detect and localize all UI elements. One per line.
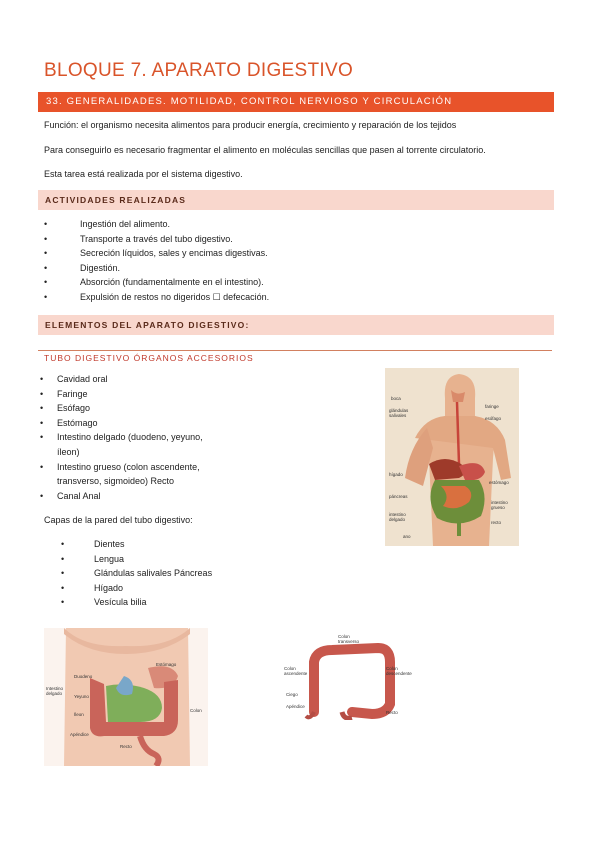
fig2-label: Duodeno xyxy=(74,674,93,679)
fig1-label: faringe xyxy=(485,404,499,409)
fig3-label: Recto xyxy=(386,710,398,715)
list-item: • Hígado xyxy=(94,581,212,596)
fig1-label: intestino delgado xyxy=(389,512,406,522)
list-item: • Transporte a través del tubo digestivo. xyxy=(62,232,269,247)
fig2-label: Íleon xyxy=(74,712,84,717)
digestive-system-figure xyxy=(385,368,519,546)
paragraph-funcion: Función: el organismo necesita alimentos para producir energía, crecimiento y reparación de los tejidos xyxy=(44,120,457,130)
fig2-label: Colon xyxy=(190,708,202,713)
fig1-label: esófago xyxy=(485,416,502,421)
elementos-heading-band xyxy=(38,315,554,335)
list-item: • Glándulas salivales Páncreas xyxy=(94,566,212,581)
page-title: BLOQUE 7. APARATO DIGESTIVO xyxy=(44,60,354,81)
divider xyxy=(38,350,552,351)
fig3-label: Colon descendente xyxy=(386,666,412,676)
fig2-label: Apéndice xyxy=(70,732,89,737)
paragraph-fragmentar: Para conseguirlo es necesario fragmentar el alimento en moléculas sencillas que pasen al torrente circulatorio. xyxy=(44,145,486,155)
list-item: • Canal Anal xyxy=(57,489,227,504)
fig1-label: páncreas xyxy=(389,494,408,499)
fig2-label: Recto xyxy=(120,744,132,749)
fig3-label: Ciego xyxy=(286,692,298,697)
fig3-label: Apéndice xyxy=(286,704,305,709)
fig2-label: Estómago xyxy=(156,662,177,667)
tubo-subheading: TUBO DIGESTIVO ÓRGANOS ACCESORIOS xyxy=(44,353,254,363)
actividades-heading-band xyxy=(38,190,554,210)
list-item: • Faringe xyxy=(57,387,227,402)
fig2-label: Intestino delgado xyxy=(46,686,64,696)
list-item: • Absorción (fundamentalmente en el intestino). xyxy=(62,275,269,290)
list-item: • Esófago xyxy=(57,401,227,416)
list-item: • Vesícula bilia xyxy=(94,595,212,610)
fig1-label: recto xyxy=(491,520,502,525)
fig1-label: boca xyxy=(391,396,401,401)
list-item: • Dientes xyxy=(94,537,212,552)
list-item: • Intestino delgado (duodeno, yeyuno, íleon) xyxy=(57,430,227,459)
capas-label: Capas de la pared del tubo digestivo: xyxy=(44,515,193,525)
tubo-digestivo-list xyxy=(57,372,227,503)
section-heading-band xyxy=(38,92,554,112)
list-item: • Digestión. xyxy=(62,261,269,276)
paragraph-sistema: Esta tarea está realizada por el sistema digestivo. xyxy=(44,169,243,179)
list-item: • Estómago xyxy=(57,416,227,431)
fig3-label: Colon ascendente xyxy=(284,666,308,676)
fig3-label: Colon transverso xyxy=(338,634,360,644)
organos-accesorios-list xyxy=(94,537,212,610)
fig2-label: Yeyuno xyxy=(74,694,89,699)
elementos-heading: ELEMENTOS DEL APARATO DIGESTIVO: xyxy=(45,320,250,330)
intestines-figure xyxy=(44,628,208,766)
fig1-label: intestino grueso xyxy=(491,500,508,510)
list-item: • Ingestión del alimento. xyxy=(62,217,269,232)
list-item: • Expulsión de restos no digeridos ☐ defecación. xyxy=(62,290,269,305)
fig1-label: hígado xyxy=(389,472,403,477)
list-item: • Lengua xyxy=(94,552,212,567)
fig1-label: ano xyxy=(403,534,411,539)
list-item: • Cavidad oral xyxy=(57,372,227,387)
actividades-list xyxy=(62,217,269,305)
list-item: • Intestino grueso (colon ascendente, transverso, sigmoideo) Recto xyxy=(57,460,227,489)
fig1-label: estómago xyxy=(489,480,509,485)
list-item: • Secreción líquidos, sales y encimas digestivas. xyxy=(62,246,269,261)
fig1-label: glándulas salivales xyxy=(389,408,409,418)
colon-figure xyxy=(282,632,412,720)
actividades-heading: ACTIVIDADES REALIZADAS xyxy=(45,195,187,205)
section-heading: 33. GENERALIDADES. MOTILIDAD, CONTROL NERVIOSO Y CIRCULACIÓN xyxy=(46,96,453,107)
